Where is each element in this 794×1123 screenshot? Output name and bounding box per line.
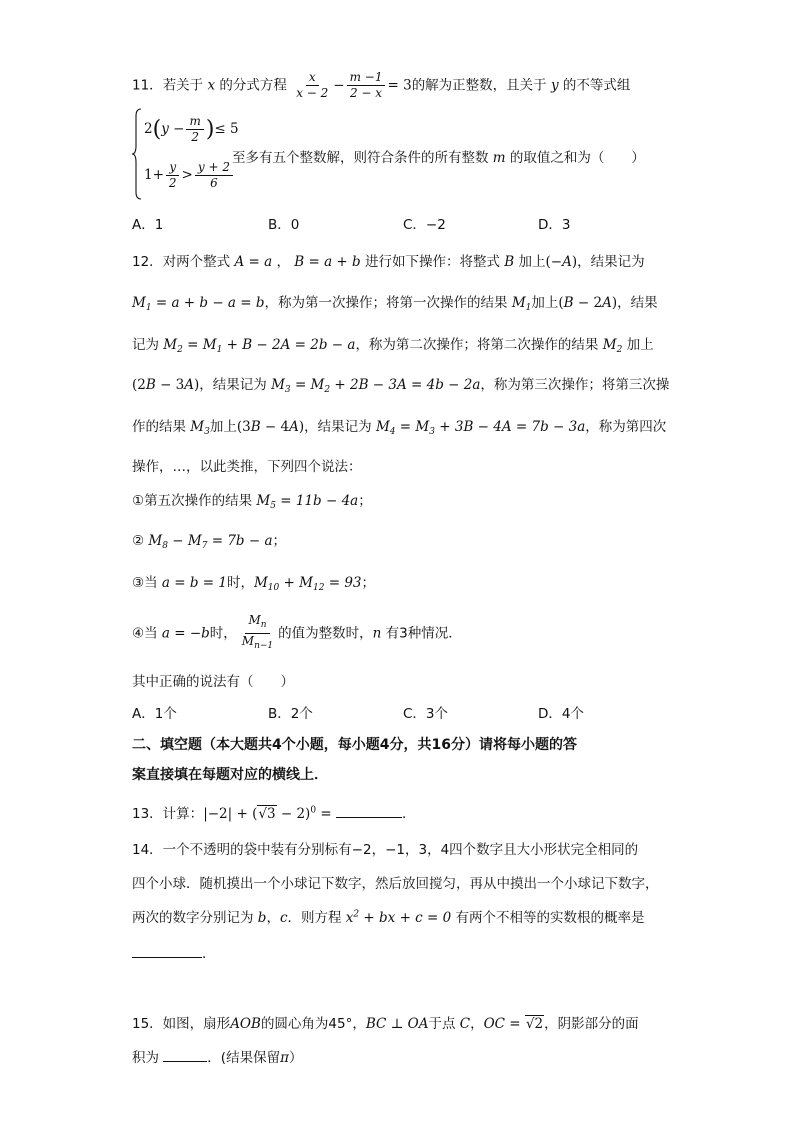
q12-text: 加上 bbox=[209, 419, 237, 435]
q12-number: 12． bbox=[132, 254, 163, 270]
inequality-2: 1+ $\frac{y}{2}$ > $\frac{y + 2}{6}$ bbox=[144, 160, 235, 191]
section-heading-line1: 二、填空题（本大题共4个小题，每小题4分，共16分）请将每小题的答 bbox=[132, 737, 577, 753]
q11-option-c: C．−2 bbox=[403, 217, 446, 233]
q15-text: ．(结果保留 bbox=[207, 1050, 281, 1066]
q12-text: ，称为第一次操作；将第一次操作的结果 bbox=[264, 295, 508, 311]
q12-text: ，结果 bbox=[617, 295, 658, 311]
q14-answer-blank bbox=[132, 947, 202, 958]
q12-text: 时， bbox=[209, 625, 237, 642]
q11-text: 的分式方程 bbox=[219, 77, 287, 94]
fraction: $\frac{M_n}{M_{n-1}}$ bbox=[241, 613, 274, 651]
q12-line5: 作的结果 $M_3$加上(3B − 4A)，结果记为 $M_4 = M_3 + 3B - 4A = 7b - 3a$，称为第四次 bbox=[132, 419, 667, 437]
q12-text: ③当 bbox=[132, 575, 158, 591]
q15-text: ，阴影部分的面 bbox=[544, 1016, 639, 1032]
q12-statement-1: ①第五次操作的结果 $M_5 = 11b - 4a$； bbox=[132, 493, 372, 511]
q12-text: 对两个整式 bbox=[162, 254, 231, 270]
q15-text: 积为 bbox=[132, 1050, 164, 1066]
q15-text: 15．如图，扇形 bbox=[132, 1016, 231, 1032]
q15-answer-blank bbox=[163, 1051, 207, 1062]
q11-text: 的解为正整数，且关于 bbox=[411, 77, 547, 94]
q14-line2: 四个小球．随机摸出一个小球记下数字，然后放回搅匀，再从中摸出一个小球记下数字， bbox=[132, 876, 659, 892]
q11-line1: 11．若关于 x 的分式方程 $\frac{x}{x - 2}$ − $\frac{m -1}{2 - x}$ = 3的解为正整数，且关于 y 的不等式组 bbox=[132, 70, 631, 100]
q12-statement-4: ④当 a = −b时， $\frac{M_n}{M_{n-1}}$ 的值为整数时，n 有3种情况． bbox=[132, 613, 462, 654]
q12-text: 有3种情况． bbox=[385, 625, 462, 642]
left-brace-icon bbox=[132, 108, 142, 200]
q12-text: 记为 bbox=[132, 337, 159, 353]
q12-text: ④当 bbox=[132, 625, 158, 642]
q12-text: ，称为第二次操作；将第二次操作的结果 bbox=[355, 337, 599, 353]
q15-text: ） bbox=[288, 1050, 303, 1066]
q11-number: 11． bbox=[132, 77, 163, 94]
q12-text: 加上 bbox=[531, 295, 559, 311]
q15-line1: 15．如图，扇形AOB的圆心角为45°，BC ⊥ OA于点 C，OC = √2，阴影部分的面 bbox=[132, 1016, 639, 1032]
fraction: $\frac{x}{x - 2}$ bbox=[296, 70, 329, 100]
q12-line4: (2B − 3A)，结果记为 $M_3 = M_2 + 2B - 3A = 4b - 2a$，称为第三次操作；将第三次操 bbox=[132, 377, 670, 395]
q15-text: 于点 bbox=[428, 1016, 456, 1032]
q12-text: ② bbox=[132, 533, 145, 549]
inequality-system bbox=[132, 108, 239, 200]
q12-option-a: A．1个 bbox=[132, 706, 177, 722]
inequality-1: 2(y − $\frac{m}{2}$ )≤ 5 bbox=[144, 114, 239, 144]
q14-line4: ． bbox=[132, 942, 216, 962]
q12-question: 其中正确的说法有（ ） bbox=[132, 674, 294, 690]
q14-text: 有两个不相等的实数根的概率是 bbox=[455, 910, 645, 926]
q12-text: ，结果记为 bbox=[577, 254, 645, 270]
q13-line: 13．计算：$|-2| + (√3 - 2)^0$ = ． bbox=[132, 805, 416, 822]
q15-line2: 积为 ．(结果保留π） bbox=[132, 1050, 303, 1066]
q11-option-a: A．1 bbox=[132, 217, 164, 233]
q12-text: ，称为第三次操作；将第三次操 bbox=[480, 377, 670, 393]
q14-line1: 14．一个不透明的袋中装有分别标有−2，−1，3，4四个数字且大小形状完全相同的 bbox=[132, 842, 639, 858]
section-heading-line2: 案直接填在每题对应的横线上． bbox=[132, 767, 328, 783]
q12-line2: $M_1 = a + b - a = b$，称为第一次操作；将第一次操作的结果 $M_1$加上(B − 2A)，结果 bbox=[132, 295, 658, 313]
q12-text: ①第五次操作的结果 bbox=[132, 493, 253, 509]
q12-text: 加上 bbox=[626, 337, 654, 353]
q12-option-d: D．4个 bbox=[538, 706, 584, 722]
q11-text: 的不等式组 bbox=[562, 77, 631, 94]
q11-option-d: D．3 bbox=[538, 217, 571, 233]
q12-statement-2: ② $M_8 - M_7 = 7b - a$； bbox=[132, 533, 286, 551]
q12-text: 作的结果 bbox=[132, 419, 186, 435]
q13-answer-blank bbox=[336, 807, 402, 818]
q12-line1: 12．对两个整式 A = a ， B = a + b 进行如下操作：将整式 B 加上(−A)，结果记为 bbox=[132, 254, 645, 270]
q12-option-b: B．2个 bbox=[268, 706, 313, 722]
q12-line6: 操作，…，以此类推，下列四个说法： bbox=[132, 459, 362, 475]
q12-text: 进行如下操作：将整式 bbox=[364, 254, 500, 270]
q12-line3: 记为 $M_2 = M_1 + B - 2A = 2b - a$，称为第二次操作；将第二次操作的结果 $M_2$ 加上 bbox=[132, 337, 654, 355]
q12-statement-3: ③当 a = b = 1时，$M_{10} + M_{12} = 93$； bbox=[132, 575, 375, 593]
q15-text: 的圆心角为45°， bbox=[260, 1016, 366, 1032]
q12-text: ，结果记为 bbox=[199, 377, 267, 393]
q11-text: 若关于 bbox=[162, 77, 204, 94]
q12-text: 时， bbox=[226, 575, 254, 591]
q11-text: 至多有五个整数解，则符合条件的所有整数 bbox=[232, 150, 489, 166]
q12-text: ，称为第四次 bbox=[585, 419, 667, 435]
q13-text: 13．计算： bbox=[132, 806, 204, 822]
q12-option-c: C．3个 bbox=[403, 706, 449, 722]
q12-text: ，结果记为 bbox=[304, 419, 372, 435]
q12-text: 加上 bbox=[518, 254, 546, 270]
q14-text: ．则方程 bbox=[287, 910, 342, 926]
q11-option-b: B．0 bbox=[268, 217, 300, 233]
q11-line2: 至多有五个整数解，则符合条件的所有整数 m 的取值之和为（ ） bbox=[232, 150, 645, 166]
q11-text: 的取值之和为（ ） bbox=[509, 150, 645, 166]
fraction: $\frac{m -1}{2 - x}$ bbox=[347, 70, 386, 101]
q12-text: 的值为整数时， bbox=[278, 625, 373, 642]
q14-line3: 两次的数字分别记为 b，c．则方程 $x^2$ + bx + c = 0 有两个不相等的实数根的概率是 bbox=[132, 909, 645, 926]
q14-text: 两次的数字分别记为 bbox=[132, 910, 254, 926]
